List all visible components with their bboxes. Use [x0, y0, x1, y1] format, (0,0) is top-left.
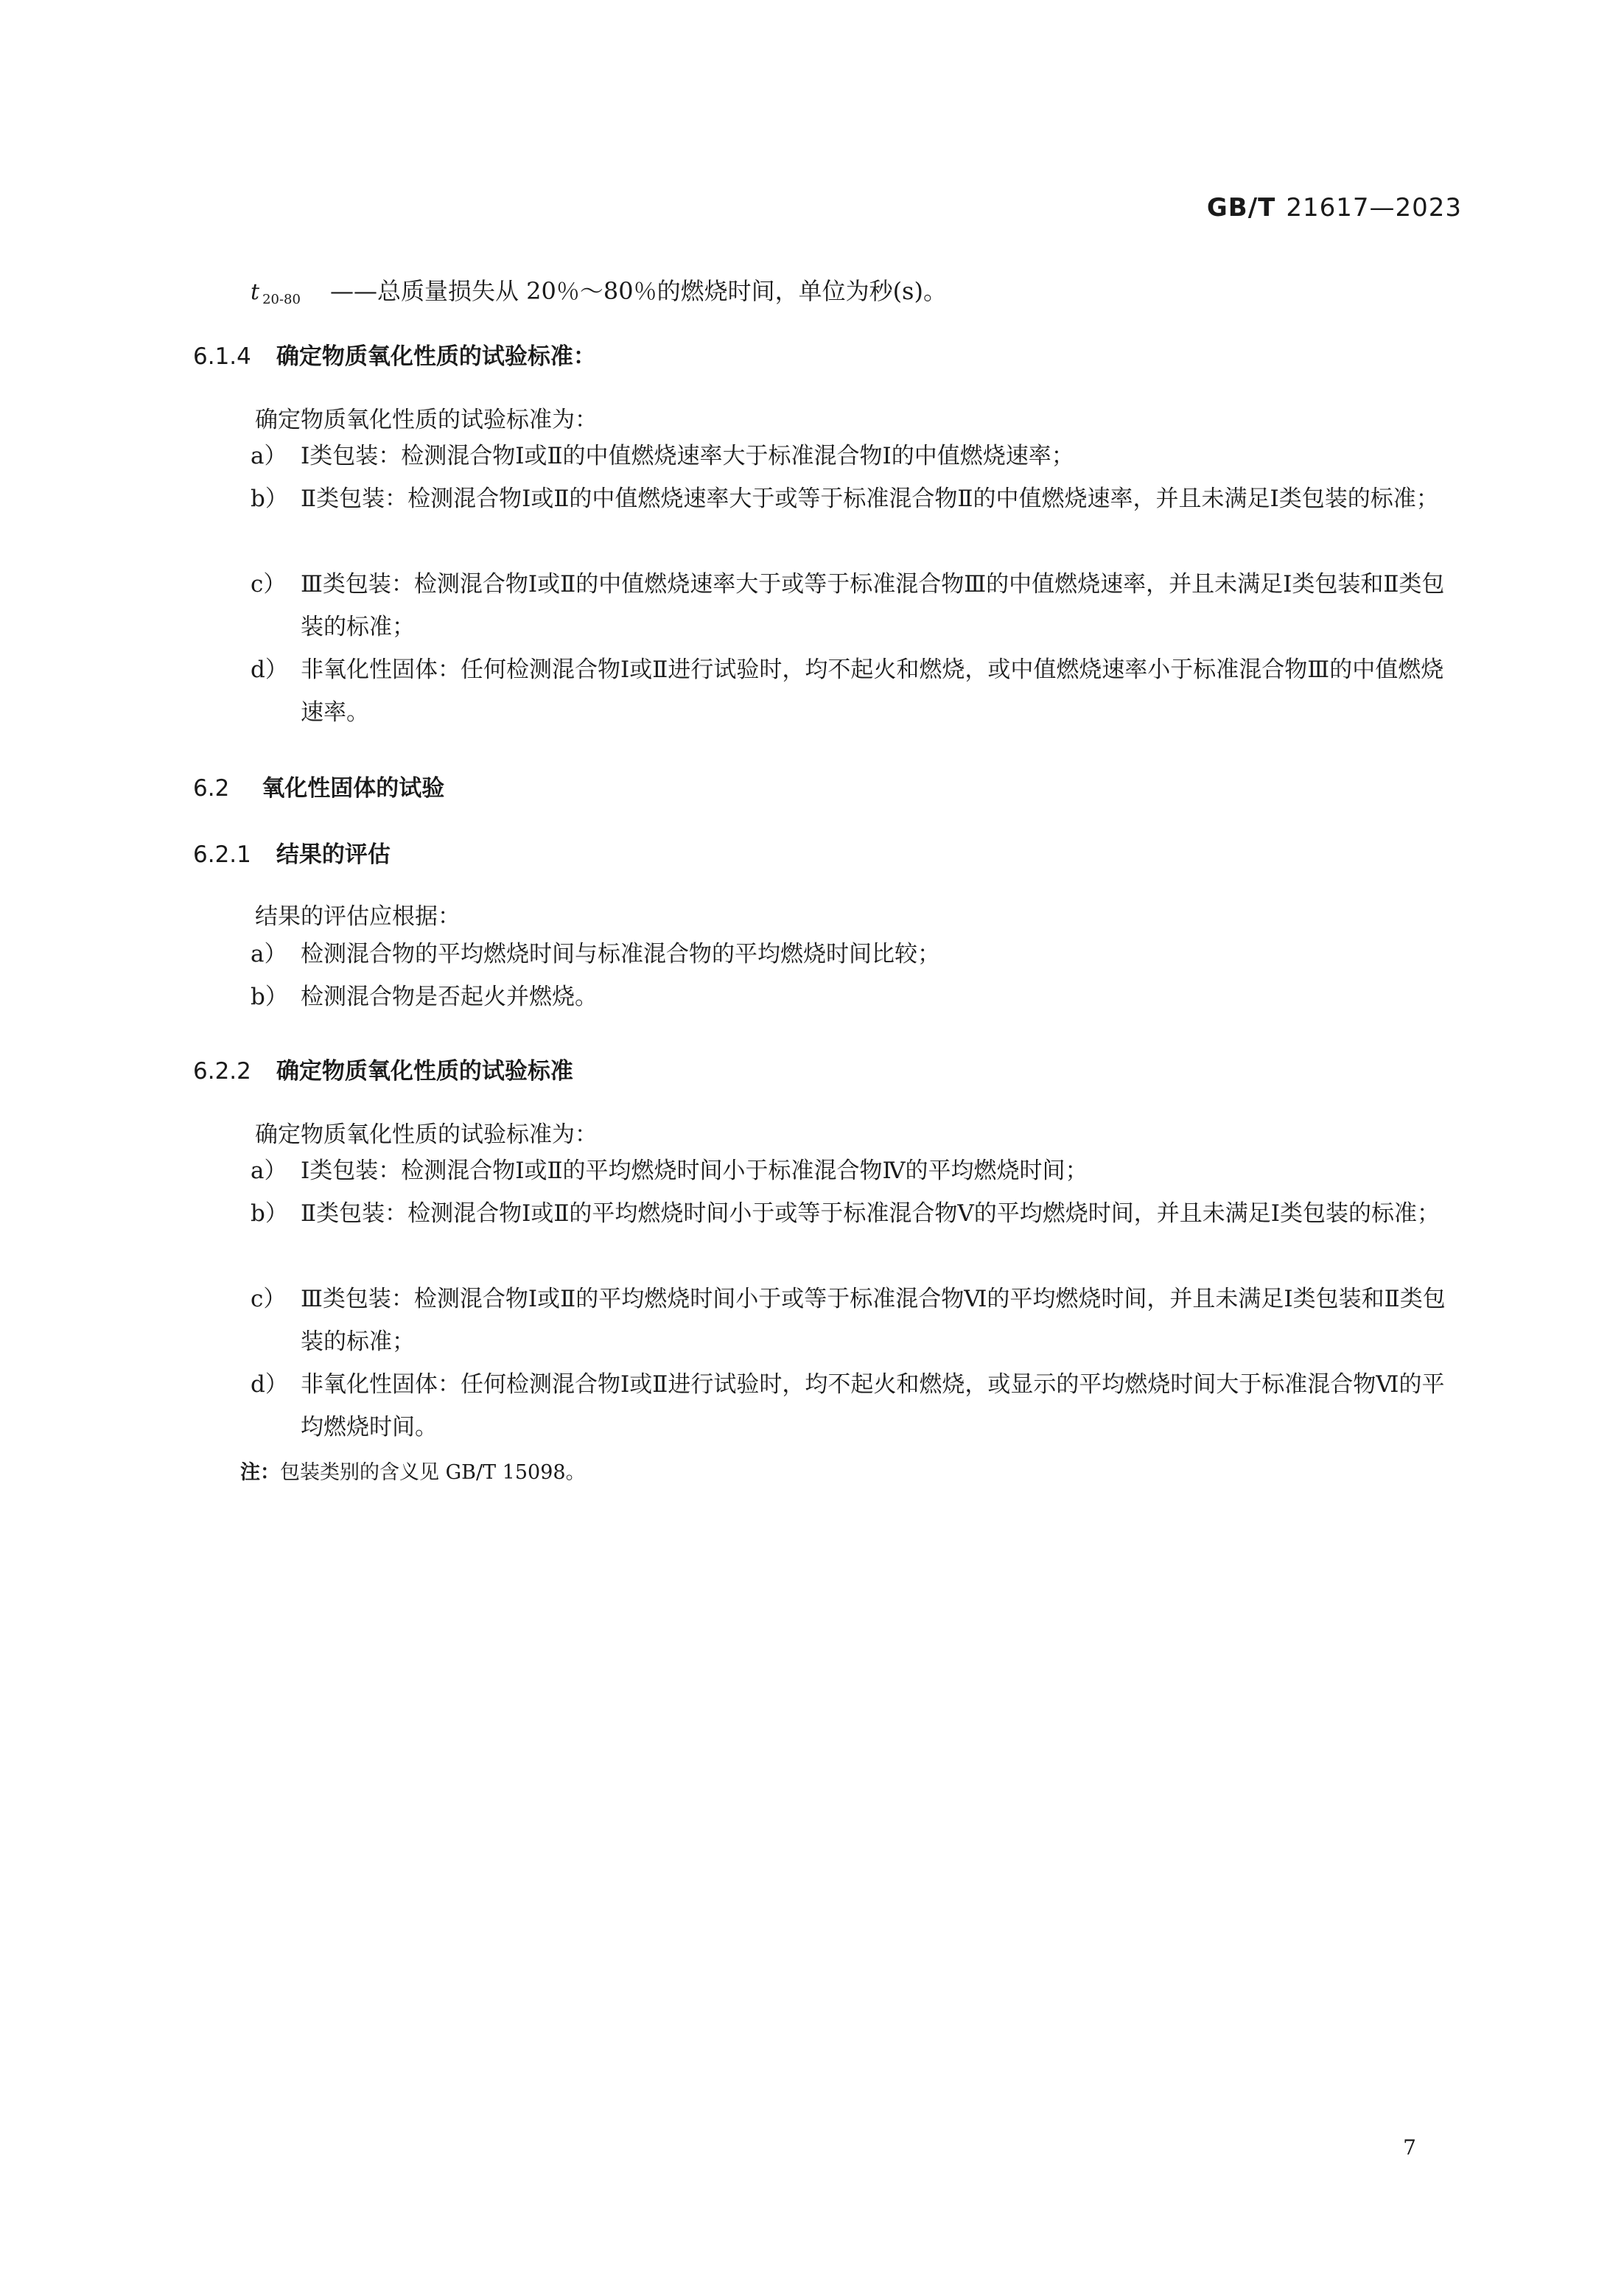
- list-label: c）: [251, 571, 287, 598]
- list-item: [251, 933, 1466, 976]
- list-label: a）: [251, 941, 287, 967]
- list-text: Ⅲ类包装：检测混合物Ⅰ或Ⅱ的平均燃烧时间小于或等于标准混合物Ⅵ的平均燃烧时间，并且未满足Ⅰ类包装和Ⅱ类包装的标准；: [301, 1286, 1446, 1355]
- heading-6-2-2: [193, 1052, 573, 1085]
- list-text: Ⅰ类包装：检测混合物Ⅰ或Ⅱ的中值燃烧速率大于标准混合物Ⅰ的中值燃烧速率；: [301, 443, 1074, 469]
- standard-code: [1207, 193, 1462, 223]
- list-label: a）: [251, 443, 287, 469]
- intro-6-2-2: 确定物质氧化性质的试验标准为：: [255, 1121, 598, 1148]
- heading-title: 结果的评估: [276, 841, 391, 868]
- intro-6-2-1: 结果的评估应根据：: [255, 903, 461, 930]
- heading-title: 确定物质氧化性质的试验标准: [276, 1058, 573, 1085]
- page-number: 7: [1403, 2135, 1416, 2160]
- standard-prefix: GB/T: [1206, 193, 1276, 223]
- list-item: [251, 435, 1466, 477]
- list-text: 检测混合物是否起火并燃烧。: [301, 984, 598, 1010]
- heading-number: 6.2: [193, 775, 230, 802]
- list-label: b）: [251, 486, 288, 512]
- list-text: 非氧化性固体：任何检测混合物Ⅰ或Ⅱ进行试验时，均不起火和燃烧，或中值燃烧速率小于标准混合物Ⅲ的中值燃烧速率。: [301, 657, 1444, 726]
- list-label: b）: [251, 984, 288, 1010]
- heading-6-1-4: [193, 337, 596, 371]
- list-item: [251, 563, 1466, 648]
- list-text: 检测混合物的平均燃烧时间与标准混合物的平均燃烧时间比较；: [301, 941, 940, 967]
- list-text: Ⅰ类包装：检测混合物Ⅰ或Ⅱ的平均燃烧时间小于标准混合物Ⅳ的平均燃烧时间；: [301, 1158, 1088, 1184]
- list-label: c）: [251, 1286, 287, 1312]
- list-text: Ⅱ类包装：检测混合物Ⅰ或Ⅱ的中值燃烧速率大于或等于标准混合物Ⅱ的中值燃烧速率，并且未满足Ⅰ类包装的标准；: [301, 486, 1439, 512]
- list-label: a）: [251, 1158, 287, 1184]
- list-label: d）: [251, 657, 288, 683]
- list-text: 非氧化性固体：任何检测混合物Ⅰ或Ⅱ进行试验时，均不起火和燃烧，或显示的平均燃烧时间大于标准混合物Ⅵ的平均燃烧时间。: [301, 1371, 1445, 1440]
- heading-number: 6.1.4: [193, 343, 251, 370]
- heading-6-2-1: [193, 836, 391, 869]
- list-item: [251, 477, 1466, 520]
- note-label: 注：: [240, 1461, 280, 1484]
- heading-title: 氧化性固体的试验: [262, 775, 445, 802]
- list-label: d）: [251, 1371, 288, 1398]
- heading-6-2: [193, 769, 444, 802]
- list-text: Ⅲ类包装：检测混合物Ⅰ或Ⅱ的中值燃烧速率大于或等于标准混合物Ⅲ的中值燃烧速率，并且未满足Ⅰ类包装和Ⅱ类包装的标准；: [301, 571, 1445, 640]
- intro-6-1-4: 确定物质氧化性质的试验标准为：: [255, 407, 598, 433]
- list-label: b）: [251, 1200, 288, 1227]
- list-item: [251, 648, 1466, 734]
- standard-number: 21617—2023: [1286, 193, 1462, 223]
- list-item: [251, 976, 1466, 1018]
- list-item: [251, 1363, 1466, 1449]
- definition-subscript: 20-80: [262, 292, 301, 307]
- definition-text: ——总质量损失从 20％～80％的燃烧时间，单位为秒(s)。: [329, 277, 947, 305]
- list-item: [251, 1149, 1466, 1192]
- list-item: [251, 1192, 1466, 1235]
- heading-title: 确定物质氧化性质的试验标准：: [276, 343, 596, 370]
- definition-line: [251, 273, 947, 307]
- list-item: [251, 1278, 1466, 1363]
- heading-number: 6.2.2: [193, 1058, 251, 1085]
- definition-symbol: t: [251, 279, 260, 305]
- heading-number: 6.2.1: [193, 841, 251, 868]
- list-text: Ⅱ类包装：检测混合物Ⅰ或Ⅱ的平均燃烧时间小于或等于标准混合物Ⅴ的平均燃烧时间，并且未满足Ⅰ类包装的标准；: [301, 1200, 1441, 1227]
- note-text: 包装类别的含义见 GB/T 15098。: [280, 1461, 586, 1484]
- note: [240, 1456, 586, 1485]
